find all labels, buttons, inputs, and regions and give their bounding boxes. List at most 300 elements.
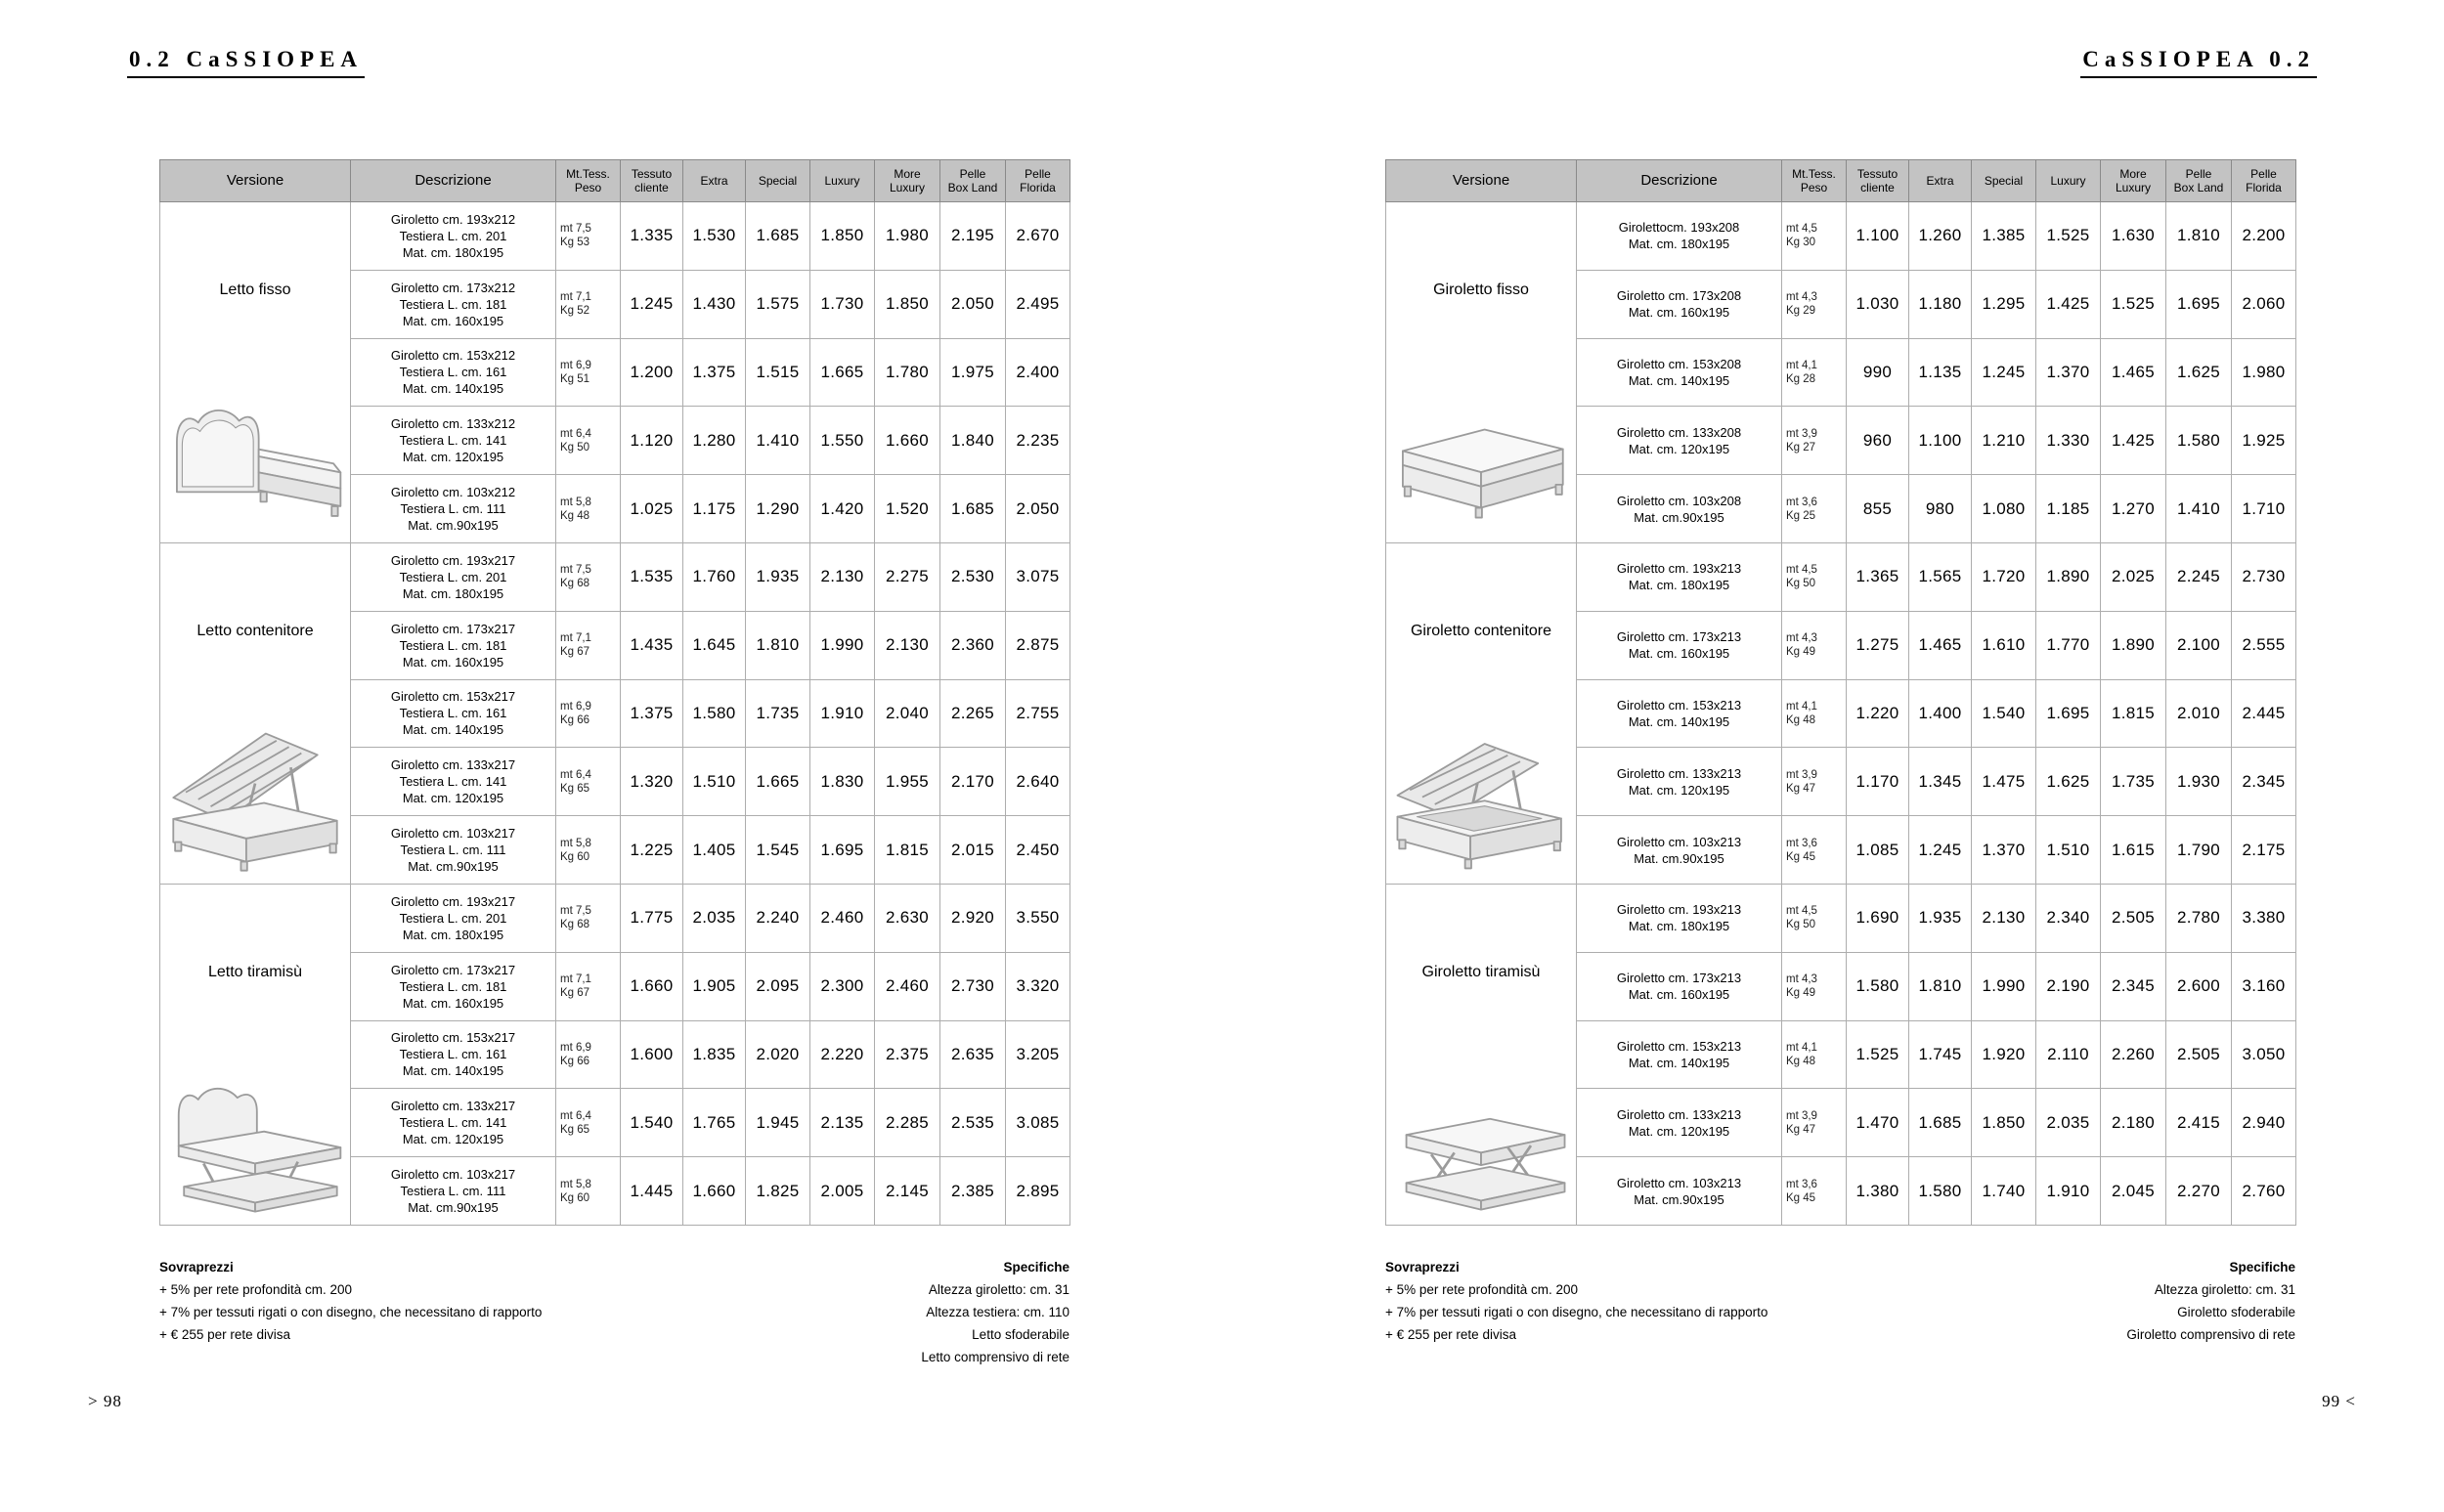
description-line: Giroletto cm. 133x212: [390, 416, 516, 432]
price-cell: 1.710: [2232, 475, 2296, 543]
fabric-weight: Kg 50: [1786, 919, 1816, 931]
price-cell: 1.630: [2101, 202, 2166, 271]
spec-line: Altezza giroletto: cm. 31: [928, 1282, 1069, 1297]
description-line: Testiera L. cm. 201: [399, 910, 507, 926]
price-cell: 2.045: [2101, 1157, 2166, 1226]
description-line: Mat. cm. 140x195: [402, 722, 504, 738]
price-table: [1385, 159, 2296, 1226]
column-header-line: Peso: [1800, 181, 1828, 194]
description-line: Mat. cm. 180x195: [402, 927, 504, 942]
column-header-line: Pelle: [1025, 167, 1051, 181]
price-cell: 1.435: [621, 611, 683, 679]
price-cell: 2.385: [940, 1157, 1006, 1226]
price-cell: 990: [1847, 338, 1909, 407]
fabric-meters: mt 4,1: [1786, 359, 1817, 371]
fabric-meters: mt 7,5: [560, 223, 591, 236]
price-cell: 1.745: [1909, 1020, 1972, 1089]
description-line: Testiera L. cm. 111: [400, 501, 506, 517]
description-line: Mat. cm. 120x195: [402, 791, 504, 806]
description-line: Giroletto cm. 153x212: [390, 348, 516, 364]
description-line: Giroletto cm. 103x213: [1616, 1175, 1742, 1190]
price-cell: 1.330: [2036, 407, 2101, 475]
price-cell: 2.940: [2232, 1089, 2296, 1157]
price-cell: 2.555: [2232, 611, 2296, 679]
price-cell: 2.530: [940, 542, 1006, 611]
price-cell: 1.980: [2232, 338, 2296, 407]
price-cell: 1.510: [2036, 816, 2101, 885]
fabric-weight: Kg 45: [1786, 1191, 1816, 1204]
description-line: Giroletto cm. 103x212: [390, 485, 516, 500]
boxspring-tiramisu-illustration: [1392, 1087, 1570, 1221]
fabric-weight: Kg 68: [560, 578, 590, 590]
description-cell: [1577, 611, 1782, 679]
spec-line: Letto comprensivo di rete: [921, 1350, 1069, 1364]
description-line: Mat. cm. 140x195: [1628, 1055, 1730, 1070]
price-cell: 2.640: [1006, 748, 1070, 816]
price-cell: 1.645: [683, 611, 746, 679]
version-cell: [1386, 202, 1577, 543]
fabric-weight: Kg 49: [1786, 646, 1816, 659]
spec-line: Giroletto sfoderabile: [2177, 1305, 2295, 1319]
fabric-weight: Kg 60: [560, 1191, 590, 1204]
price-cell: 2.050: [1006, 475, 1070, 543]
price-cell: 1.225: [621, 816, 683, 885]
price-cell: 2.760: [2232, 1157, 2296, 1226]
price-cell: 1.810: [2166, 202, 2232, 271]
description-line: Testiera L. cm. 181: [399, 978, 507, 994]
description-cell: [1577, 884, 1782, 952]
surcharges-block: [1385, 1256, 1768, 1346]
price-cell: 1.740: [1972, 1157, 2036, 1226]
description-cell: [1577, 1020, 1782, 1089]
price-cell: 1.810: [1909, 952, 1972, 1020]
price-cell: 1.100: [1909, 407, 1972, 475]
price-cell: 2.375: [875, 1020, 940, 1089]
description-line: Giroletto cm. 103x213: [1616, 834, 1742, 849]
price-cell: 1.515: [746, 338, 810, 407]
price-cell: 1.275: [1847, 611, 1909, 679]
fabric-weight-cell: [1782, 202, 1847, 271]
page-title: CaSSIOPEA 0.2: [2080, 47, 2317, 78]
price-cell: 1.980: [875, 202, 940, 271]
price-cell: 1.920: [1972, 1020, 2036, 1089]
price-cell: 1.295: [1972, 270, 2036, 338]
fabric-weight-cell: [1782, 748, 1847, 816]
fabric-meters: mt 4,5: [1786, 564, 1817, 577]
fabric-meters: mt 4,5: [1786, 223, 1817, 236]
price-cell: 1.320: [621, 748, 683, 816]
column-header-line: Florida: [2246, 181, 2282, 194]
price-cell: 1.135: [1909, 338, 1972, 407]
price-cell: 1.245: [1909, 816, 1972, 885]
column-header: [1386, 160, 1577, 202]
price-cell: 1.535: [621, 542, 683, 611]
price-cell: 1.245: [1972, 338, 2036, 407]
price-cell: 2.450: [1006, 816, 1070, 885]
description-line: Giroletto cm. 193x217: [390, 552, 516, 568]
description-line: Testiera L. cm. 161: [399, 1047, 507, 1062]
description-line: Mat. cm.90x195: [408, 1200, 499, 1216]
version-label: Giroletto fisso: [1433, 281, 1529, 299]
fabric-weight: Kg 66: [560, 713, 590, 726]
version-label: Letto contenitore: [196, 623, 314, 640]
fabric-weight-cell: [1782, 1020, 1847, 1089]
price-cell: 2.035: [2036, 1089, 2101, 1157]
price-cell: 2.460: [875, 952, 940, 1020]
specs-lines: [2126, 1278, 2295, 1346]
column-header-line: cliente: [634, 181, 669, 194]
footer: [1385, 1256, 2295, 1346]
price-cell: 1.270: [2101, 475, 2166, 543]
price-cell: 3.075: [1006, 542, 1070, 611]
fabric-meters: mt 7,5: [560, 905, 591, 918]
price-cell: 1.420: [810, 475, 875, 543]
description-line: Giroletto cm. 153x217: [390, 1030, 516, 1046]
price-cell: 1.910: [2036, 1157, 2101, 1226]
price-cell: 1.525: [1847, 1020, 1909, 1089]
description-cell: [1577, 338, 1782, 407]
price-cell: 1.835: [683, 1020, 746, 1089]
price-cell: 1.905: [683, 952, 746, 1020]
price-cell: 2.170: [940, 748, 1006, 816]
column-header-line: Luxury: [889, 181, 926, 194]
description-line: Giroletto cm. 103x217: [390, 1167, 516, 1183]
price-cell: 1.365: [1847, 542, 1909, 611]
fabric-weight: Kg 53: [560, 237, 590, 249]
price-cell: 2.135: [810, 1089, 875, 1157]
fabric-weight: Kg 25: [1786, 509, 1816, 522]
price-cell: 1.540: [621, 1089, 683, 1157]
price-cell: 2.235: [1006, 407, 1070, 475]
fabric-meters: mt 6,4: [560, 768, 591, 781]
fabric-weight: Kg 60: [560, 850, 590, 863]
price-cell: 1.695: [2036, 679, 2101, 748]
description-line: Mat. cm. 140x195: [1628, 372, 1730, 388]
price-cell: 2.200: [2232, 202, 2296, 271]
price-cell: 1.565: [1909, 542, 1972, 611]
fabric-weight: Kg 48: [1786, 1055, 1816, 1067]
price-cell: 1.775: [621, 884, 683, 952]
description-cell: [1577, 202, 1782, 271]
price-cell: 1.660: [875, 407, 940, 475]
price-cell: 2.920: [940, 884, 1006, 952]
price-cell: 1.425: [2036, 270, 2101, 338]
price-cell: 1.665: [746, 748, 810, 816]
description-line: Giroletto cm. 133x213: [1616, 1106, 1742, 1122]
fabric-weight-cell: [1782, 270, 1847, 338]
price-cell: 2.345: [2101, 952, 2166, 1020]
price-cell: 2.060: [2232, 270, 2296, 338]
column-header-line: Pelle: [2250, 167, 2277, 181]
price-cell: 3.380: [2232, 884, 2296, 952]
price-cell: 2.190: [2036, 952, 2101, 1020]
price-cell: 1.525: [2036, 202, 2101, 271]
price-cell: 1.185: [2036, 475, 2101, 543]
description-cell: [1577, 1089, 1782, 1157]
price-cell: 1.660: [621, 952, 683, 1020]
description-line: Testiera L. cm. 181: [399, 637, 507, 653]
price-cell: 2.005: [810, 1157, 875, 1226]
description-line: Mat. cm.90x195: [1634, 1191, 1724, 1207]
description-line: Testiera L. cm. 161: [399, 365, 507, 380]
price-cell: 2.535: [940, 1089, 1006, 1157]
surcharge-line: + 7% per tessuti rigati o con disegno, che necessitano di rapporto: [159, 1305, 543, 1319]
fabric-meters: mt 6,4: [560, 427, 591, 440]
price-cell: 1.780: [875, 338, 940, 407]
fabric-weight-cell: [1782, 884, 1847, 952]
fabric-meters: mt 4,1: [1786, 700, 1817, 713]
version-cell: [1386, 884, 1577, 1225]
surcharges-lines: [1385, 1278, 1768, 1346]
fabric-meters: mt 7,1: [560, 973, 591, 986]
column-header-line: Box Land: [2173, 181, 2224, 194]
price-cell: 1.465: [2101, 338, 2166, 407]
price-cell: 1.815: [875, 816, 940, 885]
price-cell: 2.025: [2101, 542, 2166, 611]
fabric-weight: Kg 50: [560, 441, 590, 454]
description-line: Giroletto cm. 133x217: [390, 757, 516, 773]
spec-line: Letto sfoderabile: [972, 1327, 1069, 1342]
fabric-meters: mt 7,5: [560, 564, 591, 577]
description-line: Giroletto cm. 173x213: [1616, 971, 1742, 986]
price-cell: 1.200: [621, 338, 683, 407]
fabric-meters: mt 6,9: [560, 700, 591, 713]
description-line: Mat. cm.90x195: [1634, 850, 1724, 866]
column-header-line: Special: [758, 174, 798, 188]
description-line: Giroletto cm. 153x208: [1616, 356, 1742, 371]
price-cell: 1.665: [810, 338, 875, 407]
description-line: Testiera L. cm. 111: [400, 1184, 506, 1199]
description-cell: [1577, 679, 1782, 748]
fabric-weight: Kg 50: [1786, 578, 1816, 590]
description-line: Mat. cm. 160x195: [402, 995, 504, 1011]
fabric-weight: Kg 47: [1786, 782, 1816, 795]
price-cell: 1.690: [1847, 884, 1909, 952]
spec-line: Altezza testiera: cm. 110: [926, 1305, 1069, 1319]
column-header-line: Extra: [1926, 174, 1954, 188]
price-cell: 2.400: [1006, 338, 1070, 407]
version-label: Giroletto tiramisù: [1421, 964, 1541, 981]
fabric-meters: mt 3,6: [1786, 1178, 1817, 1190]
description-cell: [1577, 816, 1782, 885]
description-line: Mat. cm. 120x195: [402, 450, 504, 465]
fabric-weight-cell: [1782, 1157, 1847, 1226]
fabric-weight-cell: [1782, 338, 1847, 407]
price-cell: 1.935: [1909, 884, 1972, 952]
price-cell: 1.080: [1972, 475, 2036, 543]
surcharges-title: Sovraprezzi: [159, 1260, 234, 1274]
price-cell: 3.550: [1006, 884, 1070, 952]
price-cell: 1.685: [940, 475, 1006, 543]
price-cell: 1.955: [875, 748, 940, 816]
column-header-line: Luxury: [824, 174, 860, 188]
column-header: [2232, 160, 2296, 202]
price-cell: 2.260: [2101, 1020, 2166, 1089]
price-cell: 1.575: [746, 270, 810, 338]
price-cell: 2.220: [810, 1020, 875, 1089]
price-cell: 1.375: [621, 679, 683, 748]
specs-title: Specifiche: [1003, 1260, 1069, 1274]
description-line: Testiera L. cm. 181: [399, 296, 507, 312]
price-cell: 1.100: [1847, 202, 1909, 271]
description-line: Giroletto cm. 133x208: [1616, 424, 1742, 440]
price-cell: 1.545: [746, 816, 810, 885]
description-cell: [1577, 407, 1782, 475]
column-header-line: Tessuto: [1856, 167, 1898, 181]
price-cell: 1.990: [810, 611, 875, 679]
description-line: Giroletto cm. 153x217: [390, 689, 516, 705]
description-line: Mat. cm. 160x195: [1628, 987, 1730, 1003]
description-cell: [1577, 748, 1782, 816]
fabric-meters: mt 4,1: [1786, 1041, 1817, 1054]
surcharge-line: + € 255 per rete divisa: [159, 1327, 290, 1342]
price-cell: 1.475: [1972, 748, 2036, 816]
price-cell: 1.935: [746, 542, 810, 611]
fabric-weight-cell: [1782, 952, 1847, 1020]
price-cell: 2.245: [2166, 542, 2232, 611]
column-header-line: Pelle: [959, 167, 986, 181]
specs-block: [2126, 1256, 2295, 1346]
description-line: Mat. cm. 160x195: [1628, 305, 1730, 321]
price-cell: 2.195: [940, 202, 1006, 271]
price-cell: 1.625: [2036, 748, 2101, 816]
price-cell: 3.085: [1006, 1089, 1070, 1157]
fabric-meters: mt 3,9: [1786, 1109, 1817, 1122]
price-cell: 1.465: [1909, 611, 1972, 679]
description-line: Mat. cm. 140x195: [402, 381, 504, 397]
fabric-weight-cell: [1782, 679, 1847, 748]
price-cell: 2.265: [940, 679, 1006, 748]
column-header: [2036, 160, 2101, 202]
description-line: Giroletto cm. 103x217: [390, 826, 516, 842]
price-cell: 1.945: [746, 1089, 810, 1157]
price-cell: 1.580: [683, 679, 746, 748]
header-row: [1386, 160, 2296, 202]
fabric-weight: Kg 66: [560, 1055, 590, 1067]
description-cell: [1577, 542, 1782, 611]
price-cell: 1.410: [2166, 475, 2232, 543]
price-cell: 1.760: [683, 542, 746, 611]
price-cell: 2.100: [2166, 611, 2232, 679]
description-line: Giroletto cm. 193x213: [1616, 902, 1742, 918]
price-cell: 2.285: [875, 1089, 940, 1157]
price-cell: 1.580: [2166, 407, 2232, 475]
description-line: Mat. cm. 180x195: [402, 585, 504, 601]
price-cell: 1.425: [2101, 407, 2166, 475]
price-cell: 980: [1909, 475, 1972, 543]
price-cell: 1.975: [940, 338, 1006, 407]
description-line: Mat. cm.90x195: [408, 859, 499, 875]
price-cell: 2.495: [1006, 270, 1070, 338]
page-number: 99 <: [2322, 1392, 2356, 1410]
fabric-weight: Kg 48: [560, 509, 590, 522]
surcharges-title: Sovraprezzi: [1385, 1260, 1460, 1274]
description-line: Testiera L. cm. 141: [399, 433, 507, 449]
price-cell: 2.095: [746, 952, 810, 1020]
description-line: Testiera L. cm. 111: [400, 842, 506, 858]
price-cell: 2.175: [2232, 816, 2296, 885]
price-cell: 1.930: [2166, 748, 2232, 816]
fabric-weight: Kg 51: [560, 372, 590, 385]
fabric-weight: Kg 49: [1786, 987, 1816, 1000]
price-cell: 2.730: [940, 952, 1006, 1020]
price-cell: 1.765: [683, 1089, 746, 1157]
fabric-weight: Kg 67: [560, 646, 590, 659]
description-cell: [1577, 952, 1782, 1020]
price-cell: 1.990: [1972, 952, 2036, 1020]
price-cell: 1.530: [683, 202, 746, 271]
column-header-line: Versione: [226, 172, 284, 189]
fabric-weight: Kg 65: [560, 1123, 590, 1136]
fabric-meters: mt 4,3: [1786, 973, 1817, 986]
version-label: Giroletto contenitore: [1410, 623, 1552, 640]
description-line: Giroletto cm. 173x208: [1616, 288, 1742, 304]
price-cell: 1.720: [1972, 542, 2036, 611]
fabric-meters: mt 7,1: [560, 291, 591, 304]
price-cell: 3.050: [2232, 1020, 2296, 1089]
price-cell: 2.020: [746, 1020, 810, 1089]
column-header-line: Florida: [1020, 181, 1056, 194]
price-cell: 2.015: [940, 816, 1006, 885]
price-cell: 2.110: [2036, 1020, 2101, 1089]
surcharge-line: + 7% per tessuti rigati o con disegno, che necessitano di rapporto: [1385, 1305, 1768, 1319]
price-cell: 2.460: [810, 884, 875, 952]
column-header-line: Box Land: [947, 181, 998, 194]
fabric-weight-cell: [1782, 407, 1847, 475]
description-cell: [1577, 475, 1782, 543]
price-cell: 1.790: [2166, 816, 2232, 885]
price-cell: 2.130: [875, 611, 940, 679]
table-row: [1386, 884, 2296, 952]
price-cell: 2.035: [683, 884, 746, 952]
price-cell: 1.770: [2036, 611, 2101, 679]
price-cell: 2.635: [940, 1020, 1006, 1089]
price-cell: 2.240: [746, 884, 810, 952]
spec-line: Altezza giroletto: cm. 31: [2154, 1282, 2295, 1297]
fabric-weight: Kg 28: [1786, 372, 1816, 385]
price-cell: 3.160: [2232, 952, 2296, 1020]
fabric-weight: Kg 47: [1786, 1123, 1816, 1136]
description-line: Mat. cm. 180x195: [1628, 578, 1730, 593]
price-cell: 1.695: [2166, 270, 2232, 338]
fabric-weight: Kg 48: [1786, 713, 1816, 726]
price-cell: 1.695: [810, 816, 875, 885]
price-cell: 1.735: [2101, 748, 2166, 816]
price-cell: 1.220: [1847, 679, 1909, 748]
column-header-line: Special: [1984, 174, 2024, 188]
description-line: Mat. cm. 120x195: [1628, 441, 1730, 456]
price-cell: 1.400: [1909, 679, 1972, 748]
fabric-meters: mt 5,8: [560, 496, 591, 508]
description-line: Giroletto cm. 193x212: [390, 211, 516, 227]
price-cell: 1.260: [1909, 202, 1972, 271]
column-header: [1909, 160, 1972, 202]
description-line: Giroletto cm. 193x213: [1616, 561, 1742, 577]
column-header-line: Mt.Tess.: [566, 167, 610, 181]
page-title: 0.2 CaSSIOPEA: [127, 47, 365, 78]
price-cell: 2.180: [2101, 1089, 2166, 1157]
price-cell: 1.370: [1972, 816, 2036, 885]
price-cell: 1.120: [621, 407, 683, 475]
fabric-meters: mt 5,8: [560, 1178, 591, 1190]
surcharge-line: + 5% per rete profondità cm. 200: [1385, 1282, 1578, 1297]
price-cell: 2.730: [2232, 542, 2296, 611]
price-cell: 2.875: [1006, 611, 1070, 679]
price-cell: 1.375: [683, 338, 746, 407]
description-line: Mat. cm.90x195: [408, 518, 499, 534]
fabric-meters: mt 7,1: [560, 632, 591, 645]
price-cell: 1.540: [1972, 679, 2036, 748]
